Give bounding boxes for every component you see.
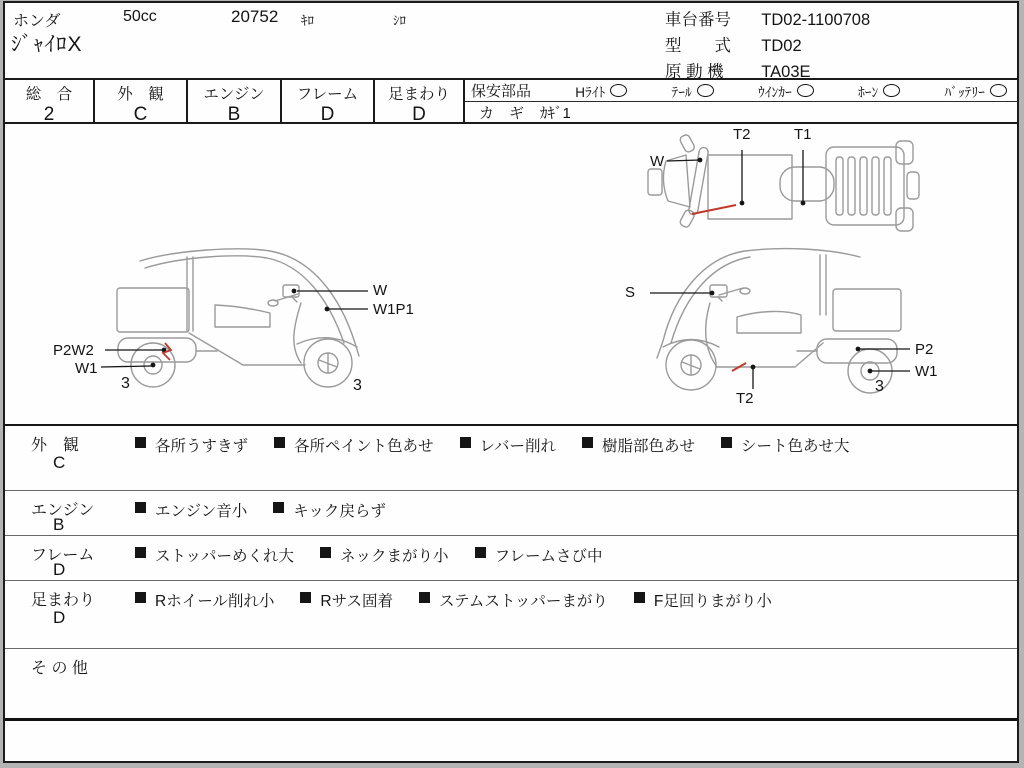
- right-view-label-t2: T2: [736, 390, 754, 407]
- defect-item: [475, 544, 603, 566]
- right-view-label-p2: P2: [915, 341, 934, 358]
- safety-item-label: ﾊﾞｯﾃﾘｰ: [944, 84, 985, 100]
- defect-text: Rサス固着: [320, 593, 393, 610]
- defect-text: レバー削れ: [479, 438, 556, 455]
- defect-item: [721, 434, 850, 456]
- key-row: [465, 102, 1017, 122]
- type-row: [665, 32, 802, 56]
- ok-circle-mark: [990, 84, 1007, 97]
- notes-row-frame: [5, 535, 1017, 580]
- section-grade: C: [53, 453, 66, 472]
- safety-winker: [758, 81, 814, 101]
- filled-square-bullet-icon: [135, 502, 146, 513]
- chassis-row: [665, 6, 870, 30]
- ok-circle-mark: [883, 84, 900, 97]
- defect-text: エンジン音小: [155, 503, 248, 520]
- top-view-label-t2: T2: [733, 126, 751, 143]
- defect-item: [273, 499, 386, 521]
- mileage-unit: ｷﾛ: [301, 13, 314, 28]
- defect-text: ネックまがり小: [340, 548, 449, 565]
- top-view-label-w: W: [650, 153, 665, 170]
- safety-item-label: Hﾗｲﾄ: [575, 84, 606, 100]
- safety-item-label: ﾃｰﾙ: [671, 84, 692, 100]
- key-label: カ ギ: [479, 104, 525, 122]
- grade-overall: [5, 80, 95, 125]
- scooter-right-side-view-drawing: [605, 243, 945, 405]
- defect-item: [135, 589, 274, 611]
- section-label: エンジン: [31, 502, 95, 519]
- engine-label: 原 動 機: [665, 63, 724, 81]
- filled-square-bullet-icon: [135, 437, 146, 448]
- defect-item: [135, 434, 248, 456]
- defect-item: [419, 589, 608, 611]
- defect-item: [135, 544, 294, 566]
- defect-text: 樹脂部色あせ: [601, 438, 695, 455]
- grade-value: D: [320, 104, 335, 125]
- grade-row: [5, 78, 1017, 124]
- defect-list: [135, 589, 772, 611]
- body-color: ｼﾛ: [393, 13, 406, 28]
- defect-item: [320, 544, 449, 566]
- defect-text: フレームさび中: [494, 548, 603, 565]
- right-view-label-s: S: [625, 284, 636, 301]
- defect-text: ステムストッパーまがり: [438, 593, 608, 610]
- grade-exterior: [95, 80, 188, 125]
- auction-sheet: [3, 1, 1019, 763]
- defect-text: キック戻らず: [293, 503, 386, 520]
- section-grade: D: [53, 608, 66, 627]
- grade-undercarriage: [375, 80, 465, 125]
- ok-circle-mark: [797, 84, 814, 97]
- notes-row-exterior: [5, 424, 1017, 490]
- maker-name: ホンダ: [13, 13, 61, 30]
- defect-item: [274, 434, 434, 456]
- section-label: 足まわり: [31, 592, 96, 609]
- safety-parts-label: 保安部品: [471, 83, 532, 100]
- defect-list: [135, 499, 386, 521]
- safety-taillight: [671, 81, 713, 101]
- grade-value: D: [412, 104, 426, 125]
- mileage-value: 20752: [231, 7, 279, 26]
- safety-battery: [944, 81, 1007, 101]
- model-name: ｼﾞｬｲﾛX: [11, 33, 83, 56]
- section-grade: B: [53, 515, 65, 534]
- defect-item: [634, 589, 772, 611]
- engine-code: TA03E: [761, 63, 811, 81]
- filled-square-bullet-icon: [320, 547, 331, 558]
- defect-text: 各所うすきず: [155, 438, 249, 455]
- grade-label: 総 合: [25, 86, 73, 103]
- filled-square-bullet-icon: [582, 437, 593, 448]
- grade-label: エンジン: [203, 86, 265, 103]
- filled-square-bullet-icon: [135, 592, 146, 603]
- condition-notes-table: [5, 424, 1017, 718]
- filled-square-bullet-icon: [300, 592, 311, 603]
- left-view-label-w: W: [373, 282, 388, 299]
- defect-text: シート色あせ大: [740, 438, 850, 455]
- grade-frame: [282, 80, 375, 125]
- displacement: 50cc: [123, 8, 157, 25]
- defect-text: F足回りまがり小: [653, 593, 772, 610]
- filled-square-bullet-icon: [273, 502, 284, 513]
- left-view-label-w1p1: W1P1: [373, 301, 414, 318]
- section-label: フレーム: [31, 547, 95, 564]
- grade-label: 外 観: [117, 86, 164, 103]
- section-label: そ の 他: [31, 660, 88, 677]
- ok-circle-mark: [610, 84, 627, 97]
- left-view-tread-front: 3: [353, 377, 362, 394]
- chassis-number: TD02-1100708: [761, 11, 871, 29]
- safety-item-label: ﾎｰﾝ: [857, 84, 879, 100]
- filled-square-bullet-icon: [475, 547, 486, 558]
- right-view-tread-rear: 3: [875, 378, 884, 395]
- defect-item: [135, 499, 247, 521]
- left-view-label-p2w2: P2W2: [53, 342, 94, 359]
- defect-text: ストッパーめくれ大: [155, 548, 295, 565]
- filled-square-bullet-icon: [634, 592, 645, 603]
- defect-item: [582, 434, 695, 456]
- grade-label: 足まわり: [387, 86, 450, 103]
- chassis-label: 車台番号: [665, 11, 731, 29]
- defect-text: 各所ペイント色あせ: [294, 438, 434, 455]
- filled-square-bullet-icon: [419, 592, 430, 603]
- filled-square-bullet-icon: [135, 547, 146, 558]
- left-view-tread-rear: 3: [121, 375, 130, 392]
- left-view-label-w1: W1: [75, 360, 98, 377]
- defect-item: [300, 589, 393, 611]
- grade-value: 2: [43, 104, 55, 125]
- section-grade: D: [53, 560, 66, 579]
- type-value: TD02: [761, 37, 802, 55]
- notes-row-other: [5, 648, 1017, 718]
- filled-square-bullet-icon: [460, 437, 471, 448]
- type-label: 型 式: [665, 37, 731, 55]
- notes-row-undercarriage: [5, 580, 1017, 648]
- ok-circle-mark: [697, 84, 714, 97]
- scooter-top-view-drawing: [630, 127, 925, 235]
- safety-parts-cell: [465, 80, 1017, 122]
- filled-square-bullet-icon: [274, 437, 285, 448]
- right-view-label-w1: W1: [915, 363, 938, 380]
- grade-engine: [188, 80, 282, 125]
- top-view-label-t1: T1: [794, 126, 812, 143]
- defect-text: Rホイール削れ小: [155, 593, 275, 610]
- grade-label: フレーム: [296, 86, 359, 103]
- grade-value: B: [227, 104, 241, 125]
- grade-value: C: [133, 104, 148, 125]
- defect-list: [135, 434, 849, 456]
- notes-row-engine: [5, 490, 1017, 535]
- defect-list: [135, 544, 602, 566]
- section-label: 外 観: [31, 437, 80, 454]
- key-value: ｶｷﾞ1: [540, 104, 571, 122]
- filled-square-bullet-icon: [721, 437, 732, 448]
- bottom-divider-line: [5, 718, 1017, 721]
- safety-horn: [858, 81, 900, 101]
- safety-headlight: [575, 81, 627, 101]
- safety-parts-row: [465, 80, 1017, 102]
- safety-item-label: ｳｲﾝｶｰ: [757, 84, 792, 100]
- defect-item: [460, 434, 556, 456]
